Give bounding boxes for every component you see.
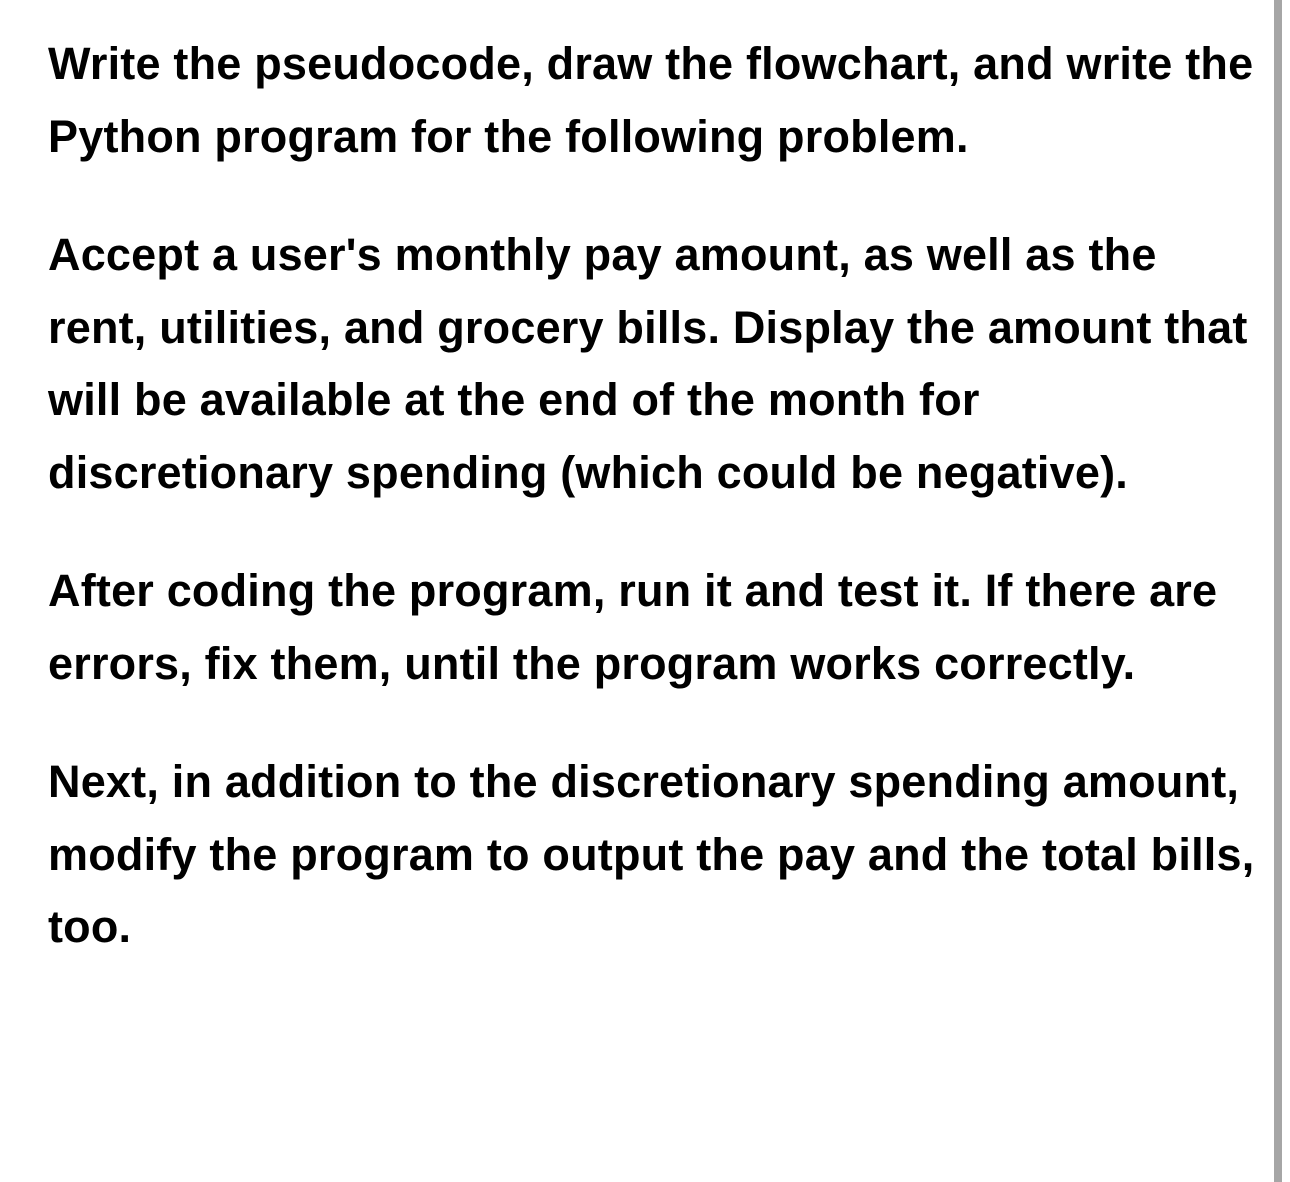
assignment-text (48, 28, 1258, 964)
problem-statement-paragraph: Accept a user's monthly pay amount, as well as the rent, utilities, and grocery bills. Display the amount that will be available at the end of the month for discretionary spending (which could be negative). (48, 229, 1248, 498)
vertical-scrollbar[interactable] (1274, 0, 1282, 1182)
modification-paragraph: Next, in addition to the discretionary spending amount, modify the program to output the pay and the total bills, too. (48, 756, 1255, 952)
testing-paragraph: After coding the program, run it and test it. If there are errors, fix them, until the program works correctly. (48, 565, 1218, 689)
instruction-paragraph: Write the pseudocode, draw the flowchart, and write the Python program for the following problem. (48, 38, 1254, 162)
